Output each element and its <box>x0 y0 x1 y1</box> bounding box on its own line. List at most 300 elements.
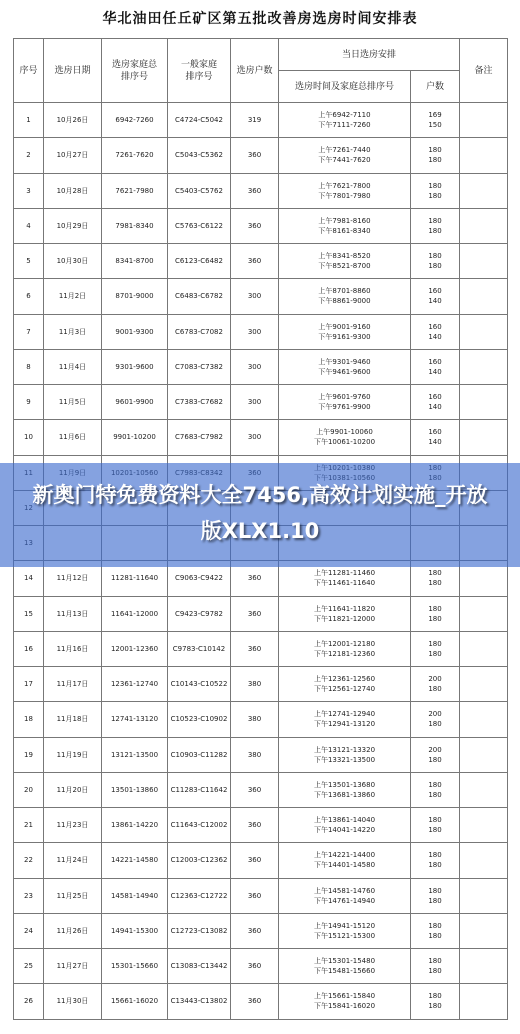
households-cell: 360 <box>231 878 279 913</box>
remark-cell <box>460 949 508 984</box>
am-count: 160 <box>428 287 442 296</box>
remark-cell <box>460 808 508 843</box>
general-range-cell: C13443-C13802 <box>168 984 231 1019</box>
date-cell: 11月12日 <box>44 561 102 596</box>
range-cell: 9901-10200 <box>102 420 168 455</box>
pm-count: 180 <box>428 931 442 940</box>
range-cell: 14221-14580 <box>102 843 168 878</box>
slot-counts-cell <box>411 737 460 772</box>
pm-slot: 下午12561-12740 <box>313 685 376 694</box>
am-count: 200 <box>428 710 442 719</box>
range-cell: 15661-16020 <box>102 984 168 1019</box>
time-slots-cell <box>279 878 411 913</box>
remark-cell <box>460 984 508 1019</box>
slot-counts-cell <box>411 984 460 1019</box>
table-row <box>14 843 508 878</box>
pm-count: 180 <box>428 967 442 976</box>
pm-slot: 下午14761-14940 <box>313 896 376 905</box>
general-range-cell: C7383-C7682 <box>168 385 231 420</box>
pm-slot: 下午8521-8700 <box>318 262 371 271</box>
pm-slot: 下午13681-13860 <box>313 790 376 799</box>
range-cell: 6942-7260 <box>102 103 168 138</box>
pm-slot: 下午7441-7620 <box>318 156 371 165</box>
slot-counts-cell <box>411 208 460 243</box>
seq-cell: 8 <box>14 349 44 384</box>
seq-cell: 20 <box>14 772 44 807</box>
remark-cell <box>460 314 508 349</box>
pm-slot: 下午15841-16020 <box>313 1002 376 1011</box>
am-slot: 上午15661-15840 <box>313 992 376 1001</box>
time-slots-cell <box>279 631 411 666</box>
seq-cell: 22 <box>14 843 44 878</box>
households-cell: 380 <box>231 667 279 702</box>
pm-slot: 下午8161-8340 <box>318 226 371 235</box>
time-slots-cell <box>279 913 411 948</box>
table-row <box>14 913 508 948</box>
am-slot: 上午13121-13320 <box>313 745 376 754</box>
pm-count: 180 <box>428 156 442 165</box>
am-count: 160 <box>428 357 442 366</box>
remark-cell <box>460 349 508 384</box>
households-cell: 360 <box>231 984 279 1019</box>
seq-cell: 14 <box>14 561 44 596</box>
seq-cell: 4 <box>14 208 44 243</box>
date-cell: 11月23日 <box>44 808 102 843</box>
households-cell: 360 <box>231 173 279 208</box>
pm-count: 140 <box>428 403 442 412</box>
table-row <box>14 314 508 349</box>
range-cell: 9301-9600 <box>102 349 168 384</box>
pm-count: 180 <box>428 226 442 235</box>
range-cell: 12741-13120 <box>102 702 168 737</box>
households-cell: 360 <box>231 949 279 984</box>
document-title: 华北油田任丘矿区第五批改善房选房时间安排表 <box>102 11 418 27</box>
am-count: 160 <box>428 322 442 331</box>
seq-cell: 3 <box>14 173 44 208</box>
date-cell: 11月4日 <box>44 349 102 384</box>
range-cell: 7261-7620 <box>102 138 168 173</box>
slot-counts-cell <box>411 314 460 349</box>
table-row <box>14 596 508 631</box>
date-cell: 11月2日 <box>44 279 102 314</box>
households-cell: 380 <box>231 737 279 772</box>
households-cell: 300 <box>231 279 279 314</box>
date-cell: 11月25日 <box>44 878 102 913</box>
am-slot: 上午7261-7440 <box>318 146 371 155</box>
slot-counts-cell <box>411 244 460 279</box>
households-cell: 380 <box>231 702 279 737</box>
table-row <box>14 949 508 984</box>
pm-slot: 下午11461-11640 <box>313 579 376 588</box>
am-count: 180 <box>428 957 442 966</box>
slot-counts-cell <box>411 103 460 138</box>
range-cell: 9601-9900 <box>102 385 168 420</box>
remark-cell <box>460 843 508 878</box>
am-count: 169 <box>428 111 442 120</box>
general-range-cell: C4724-C5042 <box>168 103 231 138</box>
general-range-cell: C11643-C12002 <box>168 808 231 843</box>
pm-slot: 下午8861-9000 <box>318 297 371 306</box>
date-cell: 10月27日 <box>44 138 102 173</box>
households-cell: 360 <box>231 772 279 807</box>
header-seq: 序号 <box>14 39 44 103</box>
range-cell: 12361-12740 <box>102 667 168 702</box>
pm-count: 180 <box>428 685 442 694</box>
table-row <box>14 244 508 279</box>
table-row <box>14 737 508 772</box>
am-slot: 上午12001-12180 <box>313 639 376 648</box>
pm-slot: 下午15481-15660 <box>313 967 376 976</box>
slot-counts-cell <box>411 279 460 314</box>
pm-count: 180 <box>428 262 442 271</box>
am-count: 180 <box>428 216 442 225</box>
range-cell: 13861-14220 <box>102 808 168 843</box>
date-cell: 10月30日 <box>44 244 102 279</box>
date-cell: 11月24日 <box>44 843 102 878</box>
table-row <box>14 772 508 807</box>
slot-counts-cell <box>411 702 460 737</box>
time-slots-cell <box>279 244 411 279</box>
range-cell: 7621-7980 <box>102 173 168 208</box>
time-slots-cell <box>279 173 411 208</box>
table-row <box>14 208 508 243</box>
general-range-cell: C11283-C11642 <box>168 772 231 807</box>
table-row <box>14 631 508 666</box>
pm-count: 180 <box>428 861 442 870</box>
time-slots-cell <box>279 279 411 314</box>
table-row <box>14 667 508 702</box>
general-range-cell: C6123-C6482 <box>168 244 231 279</box>
slot-counts-cell <box>411 596 460 631</box>
date-cell: 11月6日 <box>44 420 102 455</box>
slot-counts-cell <box>411 878 460 913</box>
pm-count: 140 <box>428 297 442 306</box>
am-count: 180 <box>428 604 442 613</box>
households-cell: 360 <box>231 913 279 948</box>
header-family-no: 选房家庭总排序号 <box>102 39 168 103</box>
slot-counts-cell <box>411 949 460 984</box>
range-cell: 13501-13860 <box>102 772 168 807</box>
am-slot: 上午12361-12560 <box>313 675 376 684</box>
general-range-cell: C5763-C6122 <box>168 208 231 243</box>
seq-cell: 9 <box>14 385 44 420</box>
general-range-cell: C10143-C10522 <box>168 667 231 702</box>
pm-slot: 下午9761-9900 <box>318 403 371 412</box>
header-time-and-no: 选房时间及家庭总排序号 <box>279 71 411 103</box>
table-row <box>14 878 508 913</box>
time-slots-cell <box>279 949 411 984</box>
table-row <box>14 349 508 384</box>
header-count: 户数 <box>411 71 460 103</box>
time-slots-cell <box>279 596 411 631</box>
am-slot: 上午14221-14400 <box>313 851 376 860</box>
header-households: 选房户数 <box>231 39 279 103</box>
pm-count: 180 <box>428 1002 442 1011</box>
am-slot: 上午7981-8160 <box>318 216 371 225</box>
households-cell: 360 <box>231 808 279 843</box>
remark-cell <box>460 420 508 455</box>
am-slot: 上午7621-7800 <box>318 181 371 190</box>
households-cell: 360 <box>231 138 279 173</box>
am-count: 160 <box>428 428 442 437</box>
seq-cell: 18 <box>14 702 44 737</box>
general-range-cell: C5403-C5762 <box>168 173 231 208</box>
remark-cell <box>460 667 508 702</box>
am-slot: 上午11281-11460 <box>313 569 376 578</box>
seq-cell: 15 <box>14 596 44 631</box>
range-cell: 14941-15300 <box>102 913 168 948</box>
slot-counts-cell <box>411 808 460 843</box>
range-cell: 11281-11640 <box>102 561 168 596</box>
seq-cell: 23 <box>14 878 44 913</box>
time-slots-cell <box>279 984 411 1019</box>
time-slots-cell <box>279 843 411 878</box>
seq-cell: 10 <box>14 420 44 455</box>
am-slot: 上午13861-14040 <box>313 816 376 825</box>
time-slots-cell <box>279 667 411 702</box>
seq-cell: 26 <box>14 984 44 1019</box>
seq-cell: 21 <box>14 808 44 843</box>
range-cell: 11641-12000 <box>102 596 168 631</box>
table-row <box>14 420 508 455</box>
table-row <box>14 385 508 420</box>
am-slot: 上午14941-15120 <box>313 921 376 930</box>
date-cell: 10月28日 <box>44 173 102 208</box>
am-slot: 上午9601-9760 <box>318 393 371 402</box>
table-row <box>14 279 508 314</box>
date-cell: 11月20日 <box>44 772 102 807</box>
households-cell: 360 <box>231 596 279 631</box>
table-row <box>14 173 508 208</box>
am-slot: 上午6942-7110 <box>318 111 371 120</box>
am-slot: 上午9001-9160 <box>318 322 371 331</box>
range-cell: 13121-13500 <box>102 737 168 772</box>
slot-counts-cell <box>411 420 460 455</box>
slot-counts-cell <box>411 349 460 384</box>
general-range-cell: C7083-C7382 <box>168 349 231 384</box>
am-count: 180 <box>428 816 442 825</box>
am-count: 180 <box>428 181 442 190</box>
seq-cell: 24 <box>14 913 44 948</box>
pm-slot: 下午7111-7260 <box>318 121 371 130</box>
slot-counts-cell <box>411 385 460 420</box>
am-count: 200 <box>428 675 442 684</box>
seq-cell: 7 <box>14 314 44 349</box>
pm-slot: 下午9461-9600 <box>318 367 371 376</box>
time-slots-cell <box>279 702 411 737</box>
remark-cell <box>460 103 508 138</box>
pm-slot: 下午7801-7980 <box>318 191 371 200</box>
pm-slot: 下午13321-13500 <box>313 755 376 764</box>
pm-slot: 下午12941-13120 <box>313 720 376 729</box>
date-cell: 10月26日 <box>44 103 102 138</box>
households-cell: 300 <box>231 420 279 455</box>
seq-cell: 2 <box>14 138 44 173</box>
header-same-day: 当日选房安排 <box>279 39 460 71</box>
range-cell: 8701-9000 <box>102 279 168 314</box>
households-cell: 300 <box>231 349 279 384</box>
pm-count: 140 <box>428 332 442 341</box>
date-cell: 11月16日 <box>44 631 102 666</box>
slot-counts-cell <box>411 843 460 878</box>
households-cell: 360 <box>231 561 279 596</box>
date-cell: 11月30日 <box>44 984 102 1019</box>
table-row <box>14 808 508 843</box>
seq-cell: 1 <box>14 103 44 138</box>
table-row <box>14 702 508 737</box>
time-slots-cell <box>279 420 411 455</box>
am-slot: 上午14581-14760 <box>313 886 376 895</box>
seq-cell: 17 <box>14 667 44 702</box>
am-slot: 上午13501-13680 <box>313 780 376 789</box>
general-range-cell: C7683-C7982 <box>168 420 231 455</box>
am-count: 180 <box>428 252 442 261</box>
time-slots-cell <box>279 103 411 138</box>
range-cell: 14581-14940 <box>102 878 168 913</box>
general-range-cell: C10523-C10902 <box>168 702 231 737</box>
seq-cell: 6 <box>14 279 44 314</box>
range-cell: 9001-9300 <box>102 314 168 349</box>
general-range-cell: C13083-C13442 <box>168 949 231 984</box>
seq-cell: 25 <box>14 949 44 984</box>
header-remark: 备注 <box>460 39 508 103</box>
time-slots-cell <box>279 772 411 807</box>
pm-slot: 下午10061-10200 <box>313 438 376 447</box>
am-count: 180 <box>428 639 442 648</box>
time-slots-cell <box>279 208 411 243</box>
pm-count: 150 <box>428 121 442 130</box>
general-range-cell: C6783-C7082 <box>168 314 231 349</box>
pm-slot: 下午14041-14220 <box>313 826 376 835</box>
time-slots-cell <box>279 314 411 349</box>
general-range-cell: C9423-C9782 <box>168 596 231 631</box>
am-slot: 上午15301-15480 <box>313 957 376 966</box>
households-cell: 360 <box>231 631 279 666</box>
range-cell: 15301-15660 <box>102 949 168 984</box>
range-cell: 12001-12360 <box>102 631 168 666</box>
pm-count: 180 <box>428 720 442 729</box>
general-range-cell: C12363-C12722 <box>168 878 231 913</box>
date-cell: 11月19日 <box>44 737 102 772</box>
date-cell: 11月17日 <box>44 667 102 702</box>
remark-cell <box>460 772 508 807</box>
remark-cell <box>460 878 508 913</box>
households-cell: 319 <box>231 103 279 138</box>
pm-count: 180 <box>428 579 442 588</box>
date-cell: 11月18日 <box>44 702 102 737</box>
pm-count: 180 <box>428 649 442 658</box>
time-slots-cell <box>279 385 411 420</box>
pm-count: 180 <box>428 191 442 200</box>
general-range-cell: C6483-C6782 <box>168 279 231 314</box>
slot-counts-cell <box>411 173 460 208</box>
slot-counts-cell <box>411 772 460 807</box>
general-range-cell: C10903-C11282 <box>168 737 231 772</box>
range-cell: 8341-8700 <box>102 244 168 279</box>
remark-cell <box>460 913 508 948</box>
remark-cell <box>460 279 508 314</box>
households-cell: 300 <box>231 314 279 349</box>
seq-cell: 5 <box>14 244 44 279</box>
remark-cell <box>460 208 508 243</box>
date-cell: 11月26日 <box>44 913 102 948</box>
am-count: 180 <box>428 851 442 860</box>
table-row <box>14 138 508 173</box>
am-count: 160 <box>428 393 442 402</box>
am-slot: 上午11641-11820 <box>313 604 376 613</box>
households-cell: 360 <box>231 843 279 878</box>
slot-counts-cell <box>411 667 460 702</box>
pm-count: 180 <box>428 826 442 835</box>
general-range-cell: C12003-C12362 <box>168 843 231 878</box>
time-slots-cell <box>279 349 411 384</box>
pm-slot: 下午15121-15300 <box>313 931 376 940</box>
remark-cell <box>460 173 508 208</box>
remark-cell <box>460 631 508 666</box>
date-cell: 11月5日 <box>44 385 102 420</box>
am-slot: 上午8701-8860 <box>318 287 371 296</box>
pm-slot: 下午9161-9300 <box>318 332 371 341</box>
time-slots-cell <box>279 737 411 772</box>
slot-counts-cell <box>411 138 460 173</box>
range-cell: 7981-8340 <box>102 208 168 243</box>
am-count: 180 <box>428 569 442 578</box>
am-count: 180 <box>428 886 442 895</box>
remark-cell <box>460 138 508 173</box>
table-row <box>14 103 508 138</box>
am-count: 180 <box>428 146 442 155</box>
pm-count: 180 <box>428 755 442 764</box>
am-count: 180 <box>428 992 442 1001</box>
am-slot: 上午9301-9460 <box>318 357 371 366</box>
pm-count: 140 <box>428 438 442 447</box>
general-range-cell: C12723-C13082 <box>168 913 231 948</box>
pm-count: 180 <box>428 790 442 799</box>
seq-cell: 16 <box>14 631 44 666</box>
date-cell: 10月29日 <box>44 208 102 243</box>
general-range-cell: C9063-C9422 <box>168 561 231 596</box>
header-date: 选房日期 <box>44 39 102 103</box>
date-cell: 11月3日 <box>44 314 102 349</box>
pm-count: 140 <box>428 367 442 376</box>
am-count: 180 <box>428 780 442 789</box>
remark-cell <box>460 244 508 279</box>
households-cell: 300 <box>231 385 279 420</box>
slot-counts-cell <box>411 631 460 666</box>
am-count: 200 <box>428 745 442 754</box>
remark-cell <box>460 385 508 420</box>
general-range-cell: C9783-C10142 <box>168 631 231 666</box>
time-slots-cell <box>279 138 411 173</box>
remark-cell <box>460 702 508 737</box>
am-count: 180 <box>428 921 442 930</box>
households-cell: 360 <box>231 244 279 279</box>
am-slot: 上午12741-12940 <box>313 710 376 719</box>
am-slot: 上午8341-8520 <box>318 252 371 261</box>
table-row <box>14 984 508 1019</box>
seq-cell: 19 <box>14 737 44 772</box>
pm-slot: 下午14401-14580 <box>313 861 376 870</box>
pm-count: 180 <box>428 614 442 623</box>
pm-count: 180 <box>428 896 442 905</box>
remark-cell <box>460 596 508 631</box>
header-general-no: 一般家庭排序号 <box>168 39 231 103</box>
pm-slot: 下午11821-12000 <box>313 614 376 623</box>
remark-cell <box>460 737 508 772</box>
time-slots-cell <box>279 808 411 843</box>
slot-counts-cell <box>411 913 460 948</box>
general-range-cell: C5043-C5362 <box>168 138 231 173</box>
